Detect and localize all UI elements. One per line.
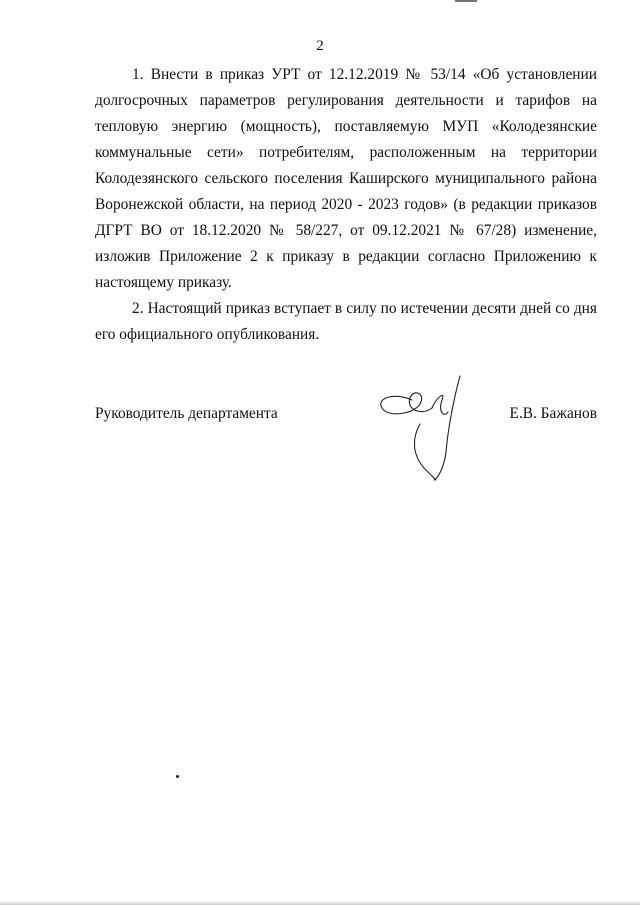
signature-block <box>95 401 597 427</box>
paragraph-1: 1. Внести в приказ УРТ от 12.12.2019 № 53/14 «Об установлении долгосрочных параметров регулирования деятельности и тарифов на тепловую энергию (мощность), поставляемую МУП «Колодезянские коммунальные сети» потребителям, расположенным на территории Колодезянского сельского поселения Каширского муниципального района Воронежской области, на период 2020 - 2023 годов» (в редакции приказов ДГРТ ВО от 18.12.2020 № 58/227, от 09.12.2021 № 67/28) изменение, изложив Приложение 2 к приказу в редакции согласно Приложению к настоящему приказу. <box>95 66 597 291</box>
paragraph-2: 2. Настоящий приказ вступает в силу по истечении десяти дней со дня его официального опубликования. <box>95 300 597 343</box>
signatory-name: Е.В. Бажанов <box>509 405 597 422</box>
page-bottom-edge <box>0 901 640 905</box>
handwritten-signature <box>374 368 474 483</box>
scan-mark <box>455 0 477 2</box>
signatory-title: Руководитель департамента <box>95 405 278 422</box>
page-number: 2 <box>316 38 324 54</box>
scan-speck <box>176 775 179 778</box>
